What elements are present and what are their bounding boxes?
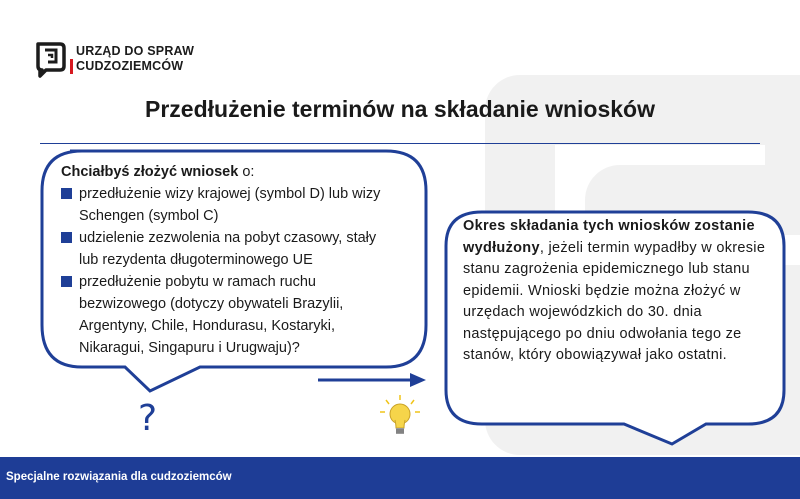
intro-bold: Chciałbyś złożyć wniosek <box>61 164 239 180</box>
right-bubble-text <box>463 216 775 367</box>
square-bullet-icon <box>61 188 72 199</box>
square-bullet-icon <box>61 232 72 243</box>
logo-line-2: CUDZOZIEMCÓW <box>70 59 194 74</box>
left-bubble-text <box>61 161 391 359</box>
slide-title: Przedłużenie terminów na składanie wniosków <box>145 96 655 122</box>
list-item <box>61 227 391 271</box>
footer-bar <box>0 457 800 499</box>
left-bubble-intro <box>61 161 391 183</box>
intro-rest: o: <box>238 164 255 180</box>
lightbulb-icon <box>378 394 422 440</box>
right-arrow-icon <box>318 370 428 390</box>
question-mark-icon: ? <box>138 398 158 439</box>
list-item-text: przedłużenie wizy krajowej (symbol D) lub wizy Schengen (symbol C) <box>79 186 381 224</box>
list-item-text: przedłużenie pobytu w ramach ruchu bezwizowego (dotyczy obywateli Brazylii, Argentyny, Chile, Hondurasu, Kostaryki, Nikaragui, Singapuru i Urugwaju)? <box>79 274 344 356</box>
list-item-text: udzielenie zezwolenia na pobyt czasowy, stały lub rezydenta długoterminowego UE <box>79 230 377 268</box>
right-bubble-bold: Okres składania tych wniosków zostanie wydłużony <box>463 218 755 256</box>
list-item <box>61 271 391 359</box>
footer-text: Specjalne rozwiązania dla cudzoziemców <box>6 471 232 483</box>
list-item <box>61 183 391 227</box>
application-list <box>61 183 391 359</box>
square-bullet-icon <box>61 276 72 287</box>
logo-line-1: URZĄD DO SPRAW <box>76 44 195 58</box>
right-bubble-rest: , jeżeli termin wypadłby w okresie stanu zagrożenia epidemicznego lub stanu epidemii. Wnioski będzie można złożyć w urzędach wojewódzkich do 30. dnia następującego po dniu odwołania tego ze stanów, który obowiązywał jako ostatni. <box>463 239 766 363</box>
